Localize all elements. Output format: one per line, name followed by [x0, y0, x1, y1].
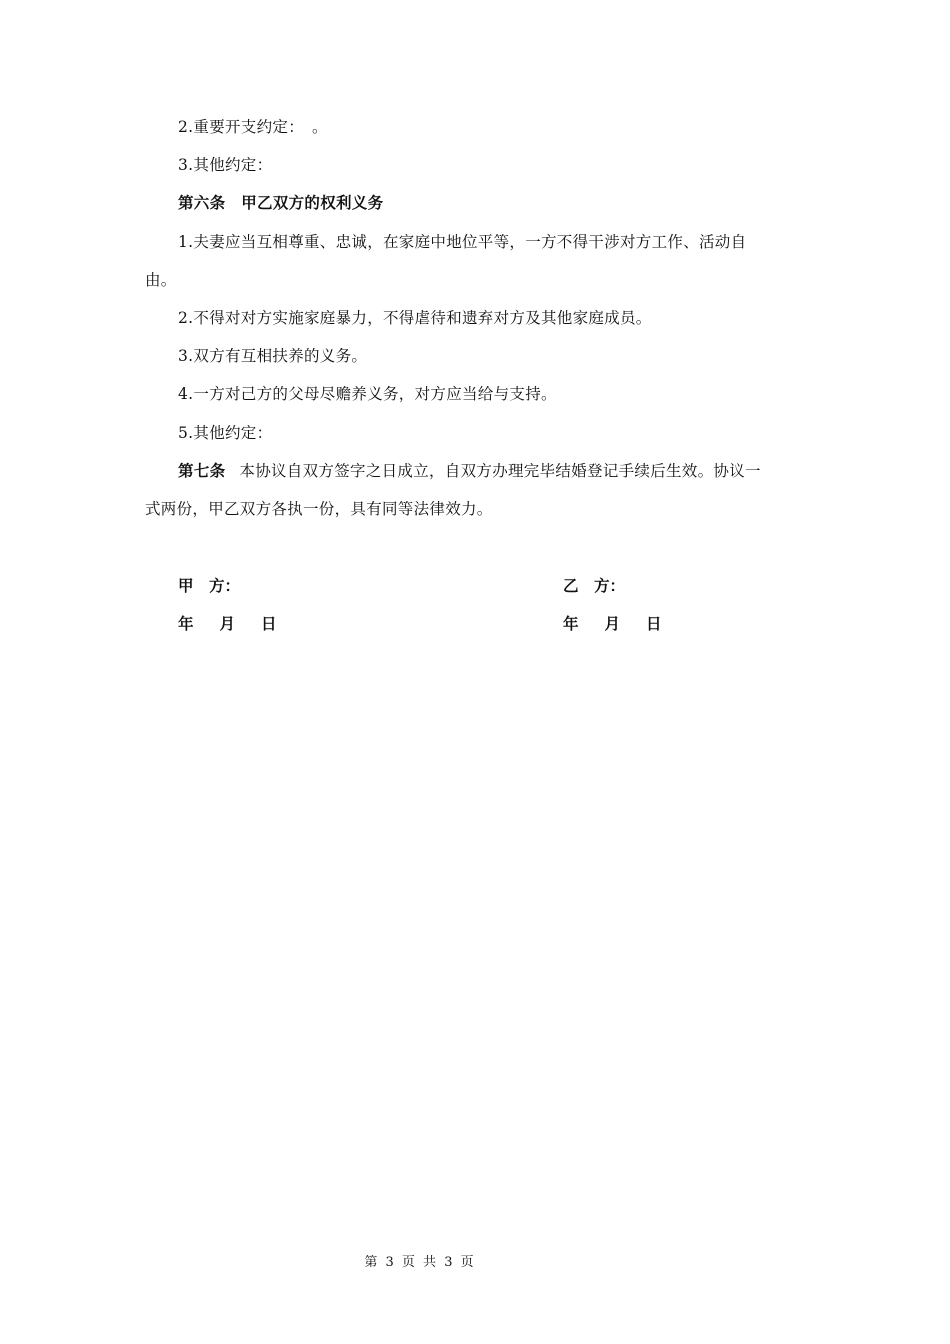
party-a-signature-label: 甲 方：	[178, 577, 241, 595]
article-7-line-1	[178, 461, 761, 481]
party-a-date-year: 年	[178, 615, 194, 633]
party-a-date-day: 日	[261, 615, 277, 633]
page-number-footer: 第 3 页 共 3 页	[364, 1255, 476, 1270]
article-7-heading: 第七条	[178, 462, 226, 480]
party-b-date-day: 日	[646, 615, 662, 633]
article-6-title: 第六条 甲乙双方的权利义务	[178, 194, 384, 212]
article-6-item-4: 4.一方对己方的父母尽赡养义务，对方应当给与支持。	[178, 385, 557, 403]
article-7-text-1: 本协议自双方签字之日成立，自双方办理完毕结婚登记手续后生效。协议一	[239, 462, 761, 480]
article-6-item-1-line-2: 由。	[145, 271, 177, 289]
party-b-signature-label: 乙 方：	[563, 577, 626, 595]
party-a-date-month: 月	[219, 615, 236, 633]
party-a-date	[178, 614, 277, 634]
party-b-date	[563, 614, 662, 634]
clause-important-expenses: 2.重要开支约定： 。	[178, 118, 328, 136]
article-6-item-1-line-1: 1.夫妻应当互相尊重、忠诚，在家庭中地位平等，一方不得干涉对方工作、活动自	[178, 233, 747, 251]
article-6-item-2: 2.不得对对方实施家庭暴力，不得虐待和遗弃对方及其他家庭成员。	[178, 309, 652, 327]
article-6-item-3: 3.双方有互相扶养的义务。	[178, 347, 368, 365]
party-b-date-month: 月	[604, 615, 621, 633]
article-6-item-5: 5.其他约定：	[178, 424, 273, 442]
article-7-line-2: 式两份，甲乙双方各执一份，具有同等法律效力。	[145, 500, 493, 518]
clause-other-agreements: 3.其他约定：	[178, 156, 273, 174]
party-b-date-year: 年	[563, 615, 579, 633]
